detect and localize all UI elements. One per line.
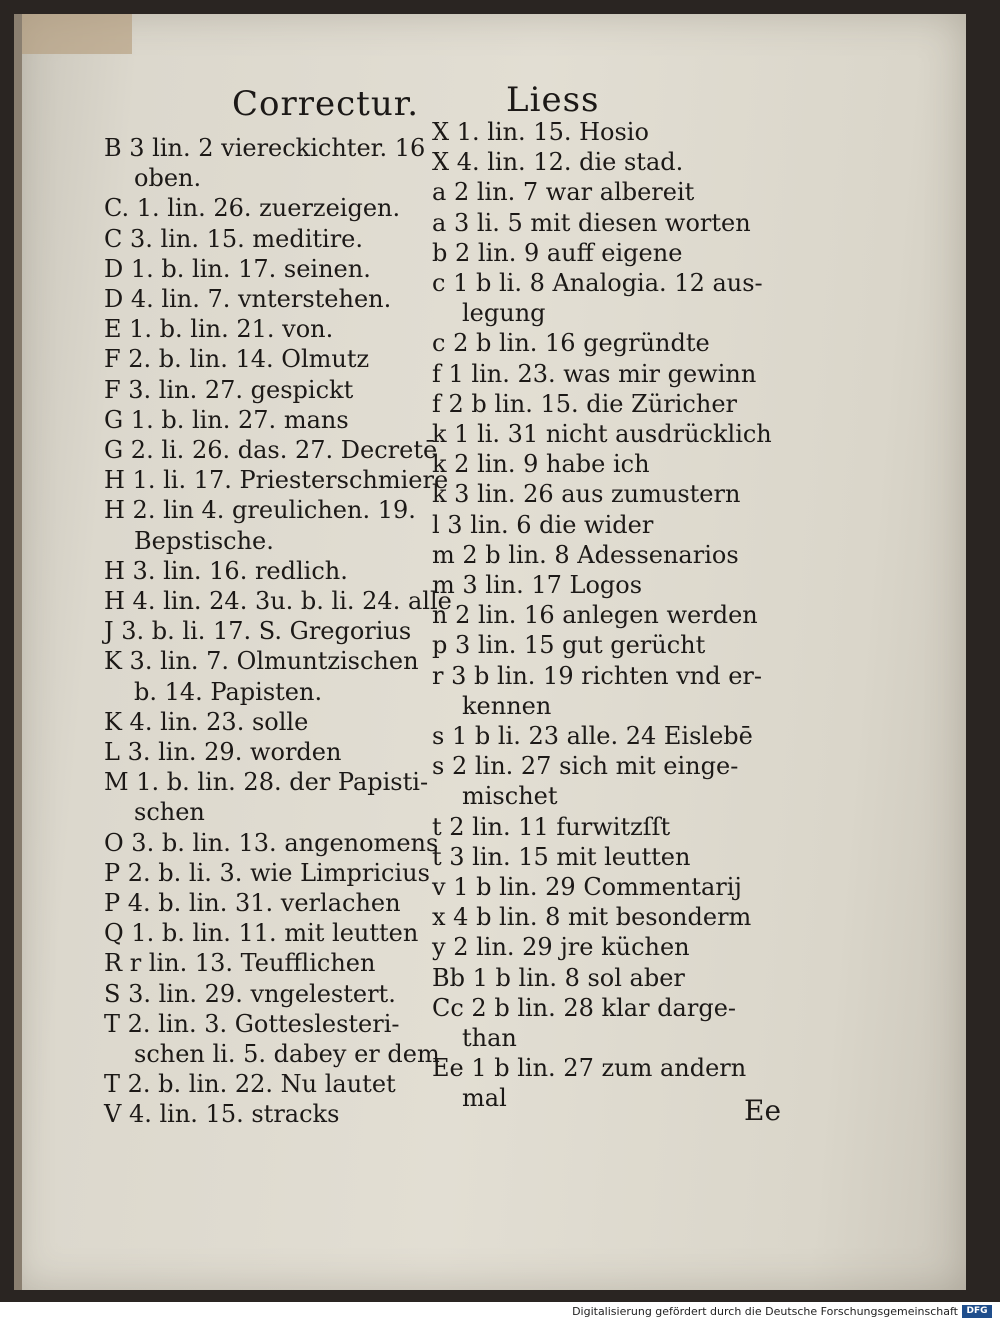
correction-entry: s 2 lin. 27 sich mit einge- bbox=[432, 752, 739, 781]
correction-entry: V 4. lin. 15. stracks bbox=[104, 1100, 340, 1129]
correction-entry: K 4. lin. 23. solle bbox=[104, 707, 309, 736]
correction-entry: v 1 b lin. 29 Commentarij bbox=[432, 873, 742, 901]
correction-entry: mischet bbox=[462, 782, 558, 811]
correction-entry: L 3. lin. 29. worden bbox=[104, 738, 342, 766]
binding-strip bbox=[22, 14, 132, 54]
heading-liess: Liess bbox=[506, 80, 600, 120]
correction-entry: b 2 lin. 9 auff eigene bbox=[432, 238, 683, 267]
dfg-logo: DFG bbox=[962, 1305, 992, 1318]
correction-entry: S 3. lin. 29. vngelestert. bbox=[104, 979, 396, 1008]
correction-entry: D 4. lin. 7. vnterstehen. bbox=[104, 285, 392, 313]
correction-entry: p 3 lin. 15 gut gerücht bbox=[432, 631, 706, 660]
correction-entry: O 3. b. lin. 13. angenomens bbox=[104, 828, 439, 857]
correction-entry: P 4. b. lin. 31. verlachen bbox=[104, 889, 401, 917]
correction-entry: Q 1. b. lin. 11. mit leutten bbox=[104, 919, 419, 948]
correction-entry: F 3. lin. 27. gespickt bbox=[104, 375, 354, 404]
correction-entry: T 2. lin. 3. Gotteslesteri- bbox=[104, 1009, 400, 1038]
correction-entry: k 2 lin. 9 habe ich bbox=[432, 450, 650, 479]
correction-entry: F 2. b. lin. 14. Olmutz bbox=[104, 345, 370, 374]
correction-entry: a 3 li. 5 mit diesen worten bbox=[432, 208, 751, 237]
correction-entry: G 2. li. 26. das. 27. Decretē bbox=[104, 436, 438, 464]
correction-entry: n 2 lin. 16 anlegen werden bbox=[432, 601, 758, 630]
correction-entry: legung bbox=[462, 299, 546, 328]
correction-entry: y 2 lin. 29 jre küchen bbox=[432, 933, 690, 962]
correction-entry: oben. bbox=[134, 164, 202, 193]
correction-entry: D 1. b. lin. 17. seinen. bbox=[104, 254, 371, 283]
correction-entry: c 2 b lin. 16 gegründte bbox=[432, 329, 710, 358]
correction-entry: K 3. lin. 7. Olmuntzischen bbox=[104, 647, 419, 676]
correction-entry: M 1. b. lin. 28. der Papisti- bbox=[104, 768, 429, 797]
correction-entry: Cc 2 b lin. 28 klar darge- bbox=[432, 993, 737, 1022]
correction-entry: f 1 lin. 23. was mir gewinn bbox=[432, 359, 757, 388]
correction-entry: B 3 lin. 2 viereckichter. 16 bbox=[104, 134, 426, 162]
correction-entry: schen bbox=[134, 798, 205, 827]
correction-entry: k 3 lin. 26 aus zumustern bbox=[432, 480, 741, 509]
correction-entry: X 4. lin. 12. die stad. bbox=[432, 148, 684, 177]
correction-entry: t 2 lin. 11 furwitzſſt bbox=[432, 812, 671, 841]
funding-notice: Digitalisierung gefördert durch die Deutsche Forschungsgemeinschaft bbox=[572, 1305, 958, 1318]
correction-entry: C. 1. lin. 26. zuerzeigen. bbox=[104, 194, 401, 223]
correction-entry: Bb 1 b lin. 8 sol aber bbox=[432, 963, 685, 992]
book-page bbox=[14, 14, 966, 1290]
correction-entry: m 3 lin. 17 Logos bbox=[432, 571, 643, 599]
correction-entry: P 2. b. li. 3. wie Limpricius bbox=[104, 858, 430, 887]
correction-entry: H 1. li. 17. Priesterschmiere bbox=[104, 466, 449, 495]
correction-entry: schen li. 5. dabey er dem bbox=[134, 1040, 440, 1068]
correction-entry: r 3 b lin. 19 richten vnd er- bbox=[432, 661, 762, 690]
correction-entry: c 1 b li. 8 Analogia. 12 aus- bbox=[432, 269, 763, 297]
correction-entry: b. 14. Papisten. bbox=[134, 677, 323, 706]
correction-entry: l 3 lin. 6 die wider bbox=[432, 510, 654, 539]
page-gutter-edge bbox=[14, 14, 22, 1290]
correction-entry: J 3. b. li. 17. S. Gregorius bbox=[104, 617, 412, 646]
correction-entry: R r lin. 13. Teufflichen bbox=[104, 949, 376, 978]
catchword: Ee bbox=[744, 1094, 782, 1127]
correction-entry: s 1 b li. 23 alle. 24 Eislebē bbox=[432, 722, 753, 750]
correction-entry: mal bbox=[462, 1084, 507, 1113]
correction-entry: H 4. lin. 24. 3u. b. li. 24. alle bbox=[104, 587, 452, 615]
correction-entry: m 2 b lin. 8 Adessenarios bbox=[432, 540, 739, 569]
correction-entry: H 3. lin. 16. redlich. bbox=[104, 556, 348, 585]
correction-entry: T 2. b. lin. 22. Nu lautet bbox=[104, 1070, 396, 1099]
correction-entry: t 3 lin. 15 mit leutten bbox=[432, 842, 691, 871]
correction-entry: G 1. b. lin. 27. mans bbox=[104, 405, 349, 434]
heading-correctur: Correctur. bbox=[232, 84, 420, 124]
correction-entry: than bbox=[462, 1024, 517, 1052]
correction-entry: C 3. lin. 15. meditire. bbox=[104, 224, 364, 253]
correction-entry: Bepstische. bbox=[134, 526, 274, 555]
footer-bar bbox=[0, 1302, 1000, 1322]
correction-entry: E 1. b. lin. 21. von. bbox=[104, 315, 334, 344]
correction-entry: X 1. lin. 15. Hosio bbox=[432, 118, 649, 146]
correction-entry: kennen bbox=[462, 691, 552, 720]
correction-entry: Ee 1 b lin. 27 zum andern bbox=[432, 1054, 747, 1083]
correction-entry: x 4 b lin. 8 mit besonderm bbox=[432, 903, 752, 932]
correction-entry: k 1 li. 31 nicht ausdrücklich bbox=[432, 420, 772, 448]
correction-entry: a 2 lin. 7 war albereit bbox=[432, 178, 695, 207]
correction-entry: f 2 b lin. 15. die Züricher bbox=[432, 389, 737, 418]
correction-entry: H 2. lin 4. greulichen. 19. bbox=[104, 496, 416, 525]
